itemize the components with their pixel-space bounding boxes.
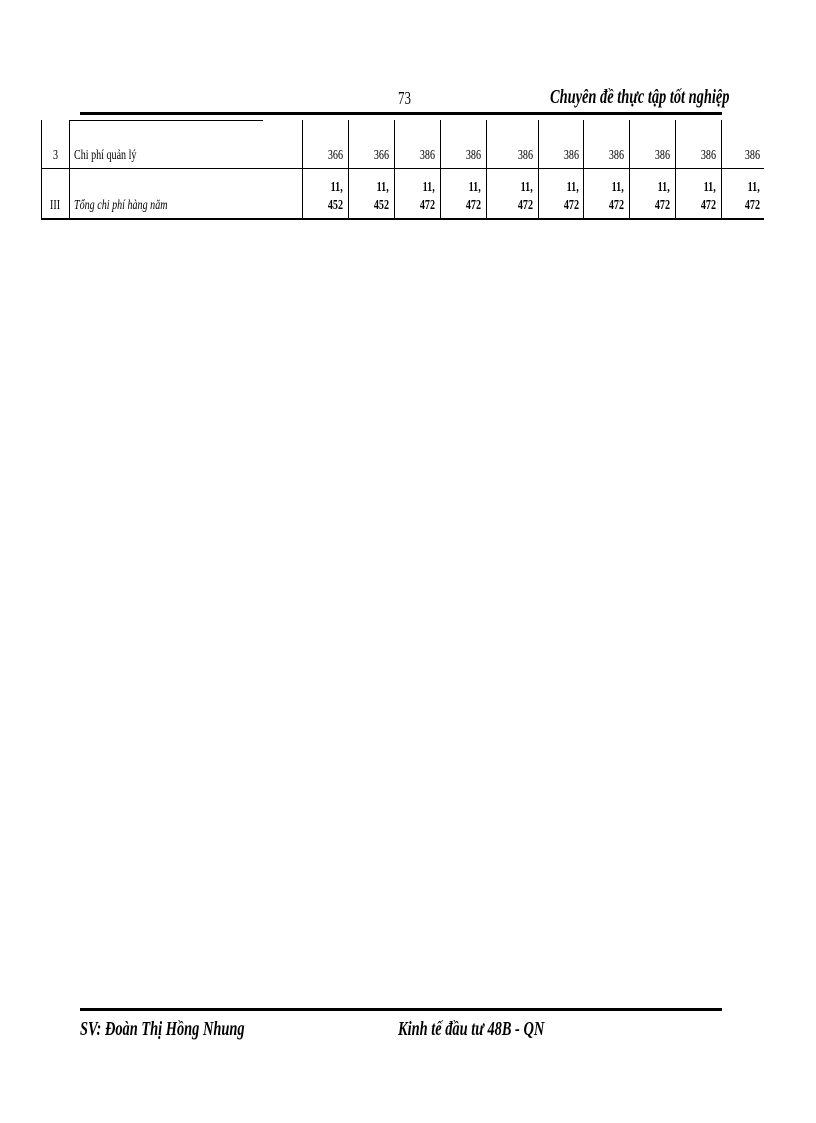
column-divider xyxy=(583,120,584,220)
row-index: 3 xyxy=(53,148,59,163)
table-cell: 11, xyxy=(611,180,624,195)
column-divider xyxy=(538,120,539,220)
table-cell: 11, xyxy=(376,180,389,195)
table-cell: 11, xyxy=(657,180,670,195)
table-cell: 11, xyxy=(747,180,760,195)
table-bottom-line xyxy=(41,218,764,220)
row-label: Tổng chi phí hàng năm xyxy=(74,198,168,213)
table-cell: 452 xyxy=(327,198,343,213)
footer-class-name: Kinh tế đầu tư 48B - QN xyxy=(398,1018,545,1040)
column-divider xyxy=(486,120,487,220)
table-cell: 472 xyxy=(744,198,760,213)
footer-student-name: SV: Đoàn Thị Hồng Nhung xyxy=(80,1018,245,1040)
table-cell: 472 xyxy=(465,198,481,213)
table-cell: 472 xyxy=(563,198,579,213)
cost-table xyxy=(41,120,764,220)
table-cell: 11, xyxy=(566,180,579,195)
footer-rule xyxy=(80,1008,722,1011)
row-label: Chi phí quản lý xyxy=(74,148,137,163)
table-cell: 11, xyxy=(422,180,435,195)
table-cell: 366 xyxy=(327,148,343,163)
table-row-divider xyxy=(41,168,764,169)
column-divider xyxy=(629,120,630,220)
table-top-line xyxy=(69,120,263,121)
table-cell: 472 xyxy=(517,198,533,213)
column-divider xyxy=(394,120,395,220)
table-cell: 386 xyxy=(654,148,670,163)
header-rule xyxy=(80,112,722,115)
table-cell: 11, xyxy=(330,180,343,195)
column-divider xyxy=(69,120,70,220)
table-cell: 472 xyxy=(700,198,716,213)
header-title: Chuyên đề thực tập tốt nghiệp xyxy=(550,86,730,108)
table-cell: 386 xyxy=(419,148,435,163)
column-divider xyxy=(302,120,303,220)
column-divider xyxy=(721,120,722,220)
table-cell: 386 xyxy=(563,148,579,163)
table-cell: 366 xyxy=(373,148,389,163)
table-cell: 386 xyxy=(744,148,760,163)
column-divider xyxy=(348,120,349,220)
table-cell: 11, xyxy=(703,180,716,195)
table-cell: 11, xyxy=(468,180,481,195)
table-cell: 386 xyxy=(700,148,716,163)
table-cell: 386 xyxy=(465,148,481,163)
table-cell: 386 xyxy=(517,148,533,163)
table-cell: 452 xyxy=(373,198,389,213)
table-left-border xyxy=(41,120,42,220)
table-cell: 472 xyxy=(608,198,624,213)
table-cell: 472 xyxy=(419,198,435,213)
table-cell: 11, xyxy=(520,180,533,195)
column-divider xyxy=(675,120,676,220)
column-divider xyxy=(440,120,441,220)
row-index: III xyxy=(50,198,61,213)
table-cell: 386 xyxy=(608,148,624,163)
table-cell: 472 xyxy=(654,198,670,213)
page-number: 73 xyxy=(398,88,411,108)
